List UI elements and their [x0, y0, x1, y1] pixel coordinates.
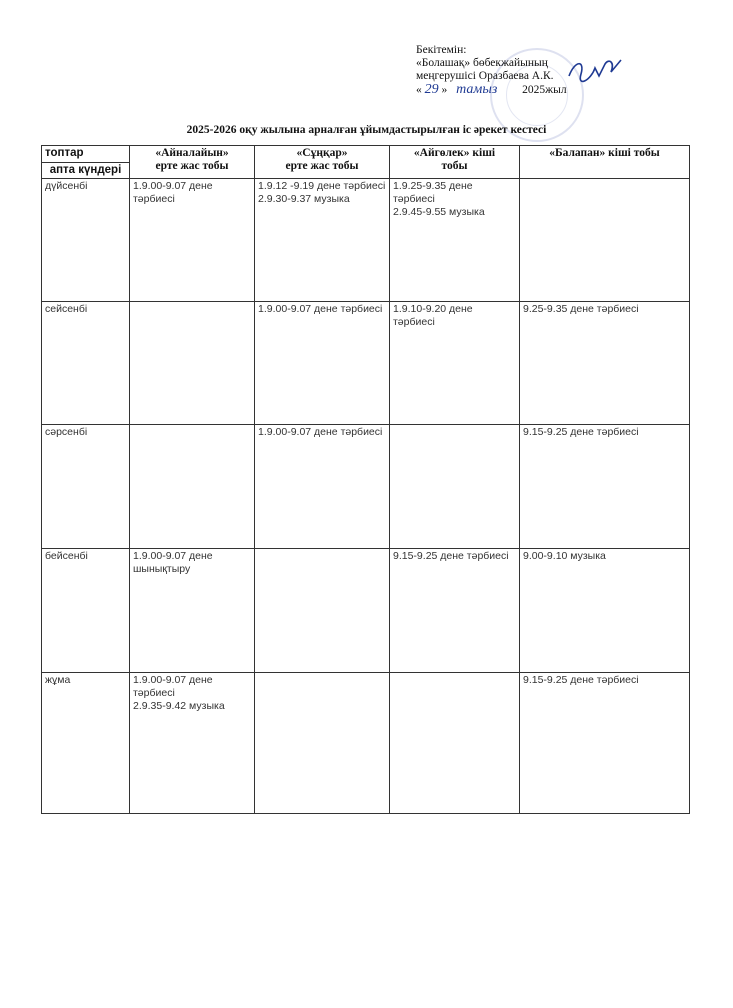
schedule-cell	[130, 425, 255, 549]
date-year: 2025жыл	[522, 84, 567, 96]
date-day: 29	[424, 82, 439, 97]
activity-entry: 2.9.45-9.55 музыка	[393, 206, 485, 218]
schedule-cell	[130, 179, 255, 302]
group-header-4: «Балапан» кіші тобы	[520, 146, 690, 179]
table-row	[42, 179, 690, 302]
schedule-body	[42, 179, 690, 814]
schedule-cell	[255, 302, 390, 425]
date-month: тамыз	[456, 82, 498, 97]
schedule-cell	[390, 549, 520, 673]
weekday-cell: сәрсенбі	[42, 425, 130, 549]
schedule-cell	[130, 673, 255, 814]
schedule-cell	[390, 302, 520, 425]
weekday-cell: бейсенбі	[42, 549, 130, 673]
schedule-cell	[520, 425, 690, 549]
activity-entry: 9.15-9.25 дене тәрбиесі	[523, 674, 639, 686]
activity-entry: 9.00-9.10 музыка	[523, 550, 606, 562]
group-header-3: «Айгөлек» кіші тобы	[390, 146, 520, 179]
schedule-cell	[130, 549, 255, 673]
schedule-cell	[520, 673, 690, 814]
weekday-cell: жұма	[42, 673, 130, 814]
approval-block	[416, 44, 567, 97]
group-header-1: «Айналайын» ерте жас тобы	[130, 146, 255, 179]
page-title: 2025-2026 оқу жылына арналған ұйымдастырылған іс әрекет кестесі	[186, 124, 547, 136]
schedule-cell	[130, 302, 255, 425]
weekday-cell: сейсенбі	[42, 302, 130, 425]
approval-line-2: «Болашақ» бөбекжайының	[416, 57, 548, 69]
activity-entry: 9.25-9.35 дене тәрбиесі	[523, 303, 639, 315]
header-row	[42, 146, 690, 163]
date-quote-close: »	[441, 84, 448, 96]
activity-entry: 1.9.00-9.07 дене тәрбиесі	[258, 303, 383, 315]
approval-line-3: меңгерушісі Оразбаева А.К.	[416, 70, 554, 82]
schedule-cell	[520, 179, 690, 302]
schedule-cell	[255, 425, 390, 549]
schedule-cell	[255, 179, 390, 302]
activity-entry: 2.9.30-9.37 музыка	[258, 193, 350, 205]
schedule-cell	[390, 673, 520, 814]
approval-date	[416, 83, 567, 97]
schedule-cell	[255, 673, 390, 814]
table-row	[42, 302, 690, 425]
corner-groups-label: топтар	[42, 146, 130, 163]
schedule-cell	[520, 302, 690, 425]
activity-entry: 9.15-9.25 дене тәрбиесі	[393, 550, 509, 562]
schedule-cell	[520, 549, 690, 673]
activity-entry: 1.9.10-9.20 дене тәрбиесі	[393, 303, 473, 328]
weekday-cell: дүйсенбі	[42, 179, 130, 302]
activity-entry: 1.9.00-9.07 дене шынықтыру	[133, 550, 213, 575]
activity-entry: 2.9.35-9.42 музыка	[133, 700, 225, 712]
activity-entry: 1.9.12 -9.19 дене тәрбиесі	[258, 180, 386, 192]
corner-days-label: апта күндері	[42, 163, 130, 179]
table-row	[42, 673, 690, 814]
schedule-table	[41, 145, 690, 814]
approval-line-1: Бекітемін:	[416, 44, 467, 56]
activity-entry: 1.9.00-9.07 дене тәрбиесі	[258, 426, 383, 438]
signature-icon	[565, 54, 625, 84]
schedule-cell	[390, 179, 520, 302]
table-row	[42, 549, 690, 673]
group-header-2: «Сұңқар» ерте жас тобы	[255, 146, 390, 179]
activity-entry: 1.9.00-9.07 дене тәрбиесі	[133, 674, 213, 699]
activity-entry: 1.9.25-9.35 дене тәрбиесі	[393, 180, 473, 205]
table-row	[42, 425, 690, 549]
activity-entry: 1.9.00-9.07 дене тәрбиесі	[133, 180, 213, 205]
schedule-cell	[255, 549, 390, 673]
schedule-cell	[390, 425, 520, 549]
date-quote-open: «	[416, 84, 422, 96]
activity-entry: 9.15-9.25 дене тәрбиесі	[523, 426, 639, 438]
